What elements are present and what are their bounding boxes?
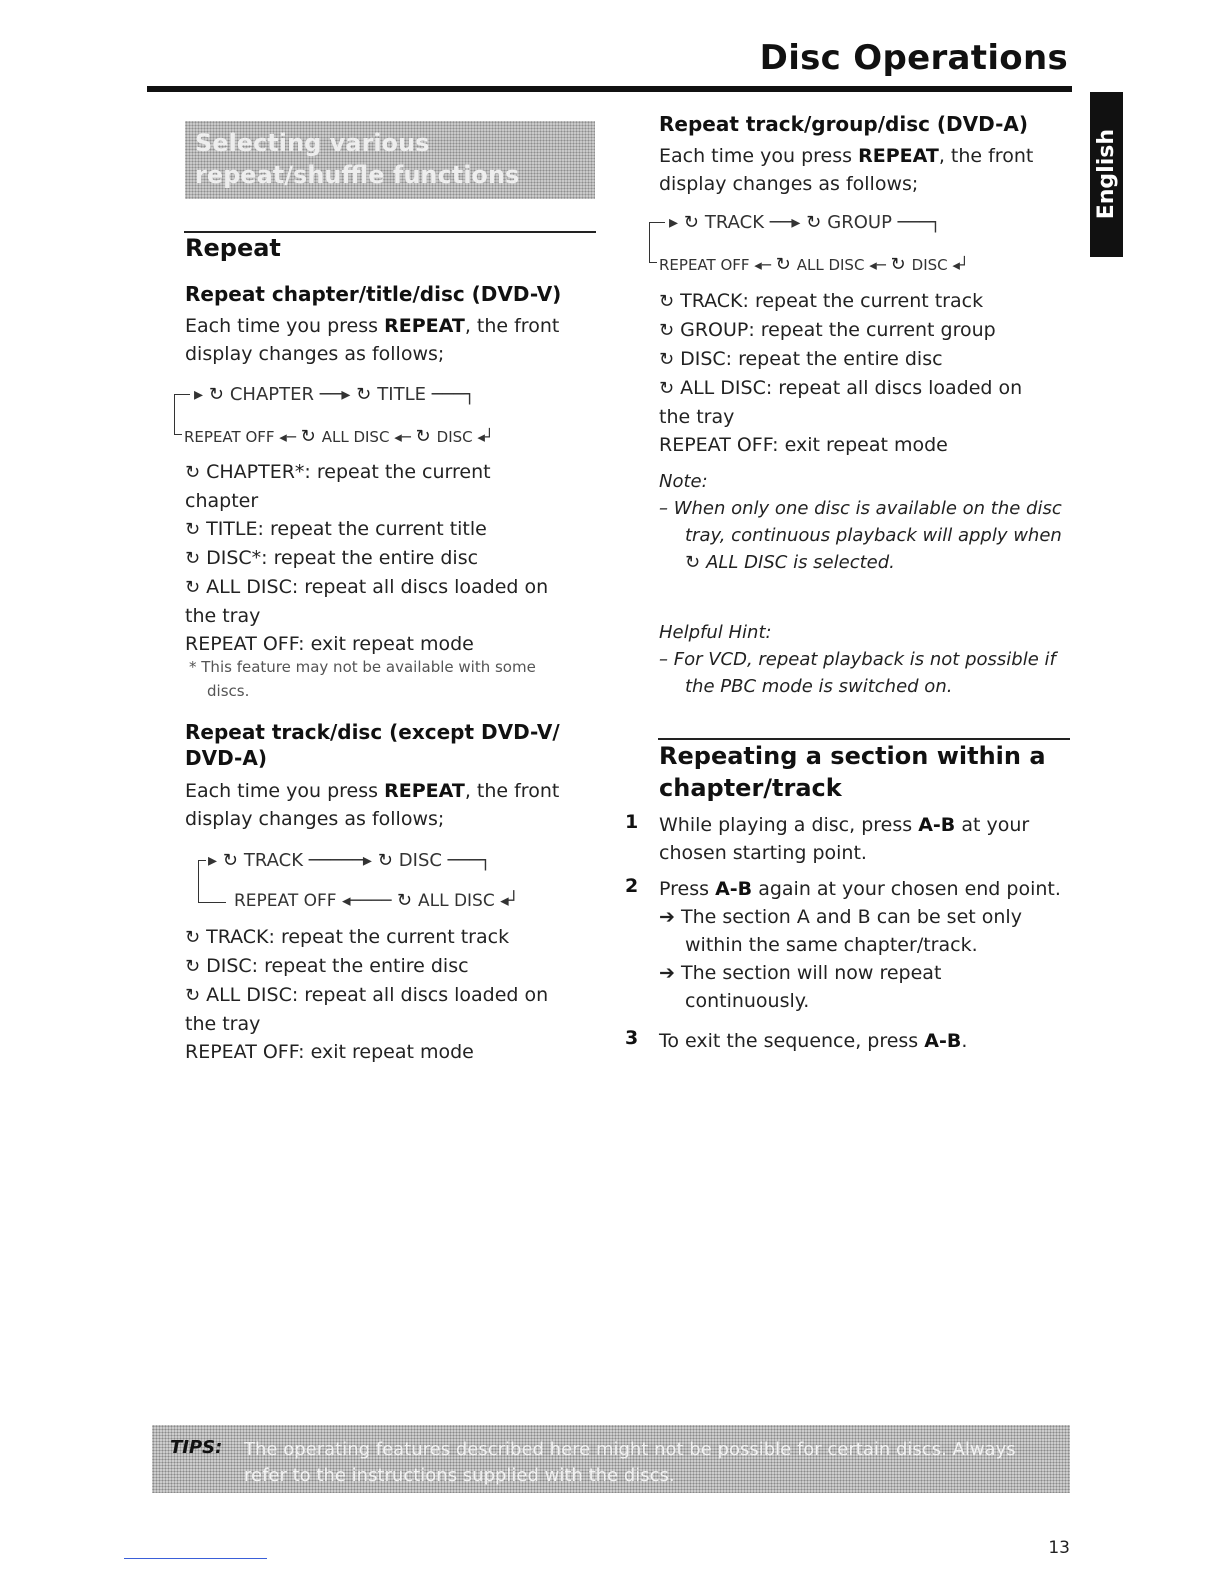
language-tab-label: English <box>1094 129 1119 220</box>
repeat-icon: ↻ <box>185 548 201 569</box>
dvdv-items: ↻ CHAPTER*: repeat the current chapter ↻ TITLE: repeat the current title ↻ DISC*: repeat the entire disc ↻ ALL DISC: repeat all discs loaded on the tray REPEAT OFF: exit repeat mode <box>185 461 549 655</box>
repeat-section-heading: Repeating a section within a chapter/track <box>659 742 1046 802</box>
other-intro: Each time you press REPEAT, the front display changes as follows; <box>185 780 560 830</box>
dvdv-cycle-diagram: ▸ ↻ CHAPTER ──▸ ↻ TITLE ───┐ REPEAT OFF ◂─ ↻ ALL DISC ◂─ ↻ DISC ◂┘ <box>172 380 592 450</box>
repeat-icon: ↻ <box>377 850 393 871</box>
step-1: While playing a disc, press A-B at your chosen starting point. <box>659 814 1030 864</box>
repeat-icon: ↻ <box>356 384 372 405</box>
other-items: ↻ TRACK: repeat the current track ↻ DISC: repeat the entire disc ↻ ALL DISC: repeat all discs loaded on the tray REPEAT OFF: exit repeat mode <box>185 926 549 1063</box>
repeat-key: REPEAT <box>384 315 465 337</box>
language-tab <box>1090 92 1123 257</box>
dvda-items: ↻ TRACK: repeat the current track ↻ GROUP: repeat the current group ↻ DISC: repeat the entire disc ↻ ALL DISC: repeat all discs loaded on the tray REPEAT OFF: exit repeat mode <box>659 290 1023 456</box>
repeat-icon: ↻ <box>659 291 675 312</box>
repeat-icon: ↻ <box>185 577 201 598</box>
ab-key: A-B <box>918 814 956 836</box>
section-banner-text: Selecting various repeat/shuffle functions <box>195 129 520 189</box>
note: Note: – When only one disc is available on the disc tray, continuous playback will apply when ↻ ALL DISC is selected. <box>659 468 1062 576</box>
repeat-icon: ↻ <box>300 426 316 447</box>
dvda-cycle-diagram: ▸ ↻ TRACK ──▸ ↻ GROUP ───┐ REPEAT OFF ◂─ ↻ ALL DISC ◂─ ↻ DISC ◂┘ <box>647 208 1067 278</box>
ab-key: A-B <box>924 1030 962 1052</box>
repeat-key: REPEAT <box>858 145 939 167</box>
tips-text: The operating features described here might not be possible for certain discs. Always refer to the instructions supplied with the discs. <box>244 1439 1016 1486</box>
step-number: 1 <box>625 811 639 833</box>
repeat-icon: ↻ <box>185 927 201 948</box>
repeat-icon: ↻ <box>185 519 201 540</box>
repeat-icon: ↻ <box>222 850 238 871</box>
step-3: To exit the sequence, press A-B. <box>659 1030 968 1052</box>
repeat-icon: ↻ <box>683 212 699 233</box>
other-heading: Repeat track/disc (except DVD-V/ DVD-A) <box>185 720 560 770</box>
ab-key: A-B <box>715 878 753 900</box>
note-label: Note: <box>659 471 708 492</box>
repeat-icon: ↻ <box>775 254 791 275</box>
tips-box <box>152 1425 1070 1493</box>
repeat-icon: ↻ <box>659 378 675 399</box>
tips-label: TIPS: <box>170 1437 223 1458</box>
repeat-icon: ↻ <box>659 320 675 341</box>
step-number: 3 <box>625 1027 639 1049</box>
hint-label: Helpful Hint: <box>659 622 772 643</box>
repeat-icon: ↻ <box>185 985 201 1006</box>
repeat-icon: ↻ <box>185 462 201 483</box>
title-rule <box>147 86 1072 92</box>
repeat-icon: ↻ <box>185 956 201 977</box>
dvdv-intro: Each time you press REPEAT, the front display changes as follows; <box>185 315 560 365</box>
dvda-heading: Repeat track/group/disc (DVD-A) <box>659 112 1029 136</box>
page-title: Disc Operations <box>759 38 1068 78</box>
dvdv-footnote: * This feature may not be available with some discs. <box>189 658 536 700</box>
track-disc-cycle-diagram: ▸ ↻ TRACK ─────▸ ↻ DISC ───┐ REPEAT OFF ◂──── ↻ ALL DISC ◂┘ <box>196 846 596 916</box>
repeat-icon: ↻ <box>685 552 701 573</box>
dvda-intro: Each time you press REPEAT, the front display changes as follows; <box>659 145 1034 195</box>
page-number: 13 <box>1048 1538 1070 1558</box>
repeat-icon: ↻ <box>415 426 431 447</box>
result-arrow-icon: ➔ <box>659 962 675 984</box>
step-number: 2 <box>625 875 639 897</box>
repeat-icon: ↻ <box>208 384 224 405</box>
result-arrow-icon: ➔ <box>659 906 675 928</box>
repeat-icon: ↻ <box>396 890 412 911</box>
dvdv-heading: Repeat chapter/title/disc (DVD-V) <box>185 282 562 306</box>
footer-link-line <box>124 1558 267 1559</box>
repeat-heading: Repeat <box>185 234 281 262</box>
repeat-icon: ↻ <box>659 349 675 370</box>
repeat-icon: ↻ <box>806 212 822 233</box>
section-banner <box>185 121 595 199</box>
helpful-hint: Helpful Hint: – For VCD, repeat playback is not possible if the PBC mode is switched on. <box>659 619 1056 700</box>
repeat-icon: ↻ <box>890 254 906 275</box>
step-2: Press A-B again at your chosen end point. ➔ The section A and B can be set only within the same chapter/track. ➔ The section will now repeat continuously. <box>659 878 1061 1012</box>
repeat-key: REPEAT <box>384 780 465 802</box>
